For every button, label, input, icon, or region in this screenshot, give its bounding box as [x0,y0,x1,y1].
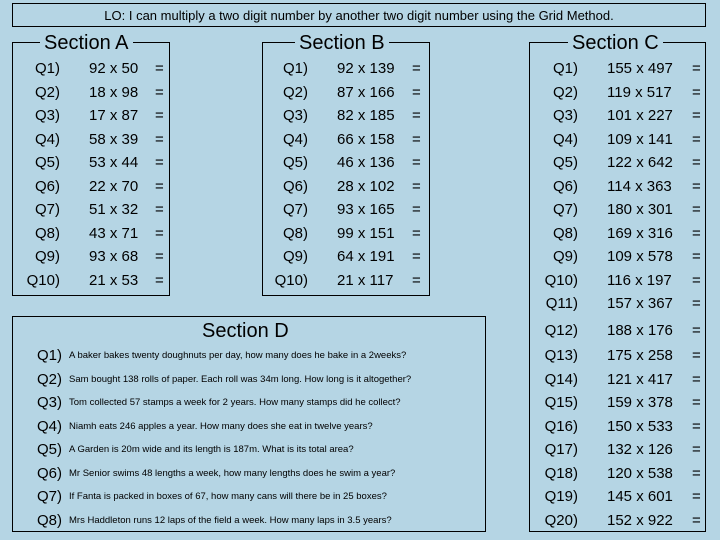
problem: 43 x 71 [89,224,139,242]
equals-sign: = [692,464,701,482]
question-number: Q7) [282,201,308,218]
word-problem: Mrs Haddleton runs 12 laps of the field a week. How many laps in 3.5 years? [69,514,392,526]
equals-sign: = [155,154,164,171]
problem: 51 x 32 [89,201,139,218]
equals-sign: = [692,107,701,124]
section-c-title: Section C [568,30,663,56]
question-number: Q3) [34,107,60,124]
question-number: Q6) [282,177,308,195]
learning-objective: LO: I can multiply a two digit number by another two digit number using the Grid Method. [12,3,706,27]
question-number: Q18) [544,464,578,482]
question-number: Q7) [552,201,578,218]
question-number: Q15) [544,394,578,411]
equals-sign: = [412,83,421,101]
question-number: Q8) [552,224,578,242]
question-number: Q4) [282,130,308,148]
question-number: Q10) [26,271,60,289]
word-problem: A baker bakes twenty doughnuts per day, how many does he bake in a 2weeks? [69,350,407,361]
question-number: Q5) [282,154,308,171]
question-number: Q11) [545,295,578,312]
problem: 155 x 497 [607,60,673,77]
word-problem: Sam bought 138 rolls of paper. Each roll was 34m long. How long is it altogether? [69,373,412,385]
question-number: Q4) [552,130,578,148]
equals-sign: = [155,177,164,195]
question-number: Q20) [544,511,578,529]
problem: 17 x 87 [89,107,139,124]
problem: 157 x 367 [607,295,673,312]
problem: 53 x 44 [89,154,139,171]
problem: 21 x 53 [89,271,139,289]
equals-sign: = [692,370,701,388]
problem: 150 x 533 [607,417,673,435]
equals-sign: = [155,248,164,265]
question-number: Q9) [552,248,578,265]
problem: 121 x 417 [607,370,673,388]
question-number: Q8) [34,224,60,242]
question-number: Q3) [36,394,62,411]
equals-sign: = [692,224,701,242]
question-number: Q2) [552,83,578,101]
question-number: Q2) [36,370,62,388]
equals-sign: = [692,394,701,411]
equals-sign: = [692,295,701,312]
question-number: Q8) [36,511,62,529]
problem: 21 x 117 [337,271,394,289]
problem: 22 x 70 [89,177,139,195]
problem: 188 x 176 [607,322,673,339]
question-number: Q10) [274,271,308,289]
equals-sign: = [692,130,701,148]
equals-sign: = [155,224,164,242]
question-number: Q19) [544,488,578,505]
question-number: Q1) [282,60,308,77]
equals-sign: = [155,271,164,289]
problem: 120 x 538 [607,464,673,482]
question-number: Q4) [34,130,60,148]
problem: 159 x 378 [607,394,673,411]
problem: 92 x 50 [89,60,139,77]
word-problem: Mr Senior swims 48 lengths a week, how many lengths does he swim a year? [69,467,396,479]
equals-sign: = [692,154,701,171]
question-number: Q3) [552,107,578,124]
question-number: Q2) [34,83,60,101]
problem: 109 x 141 [607,130,673,148]
equals-sign: = [692,347,701,364]
problem: 46 x 136 [337,154,395,171]
problem: 114 x 363 [607,177,672,195]
problem: 119 x 517 [607,83,672,101]
equals-sign: = [692,201,701,218]
problem: 66 x 158 [337,130,395,148]
problem: 175 x 258 [607,347,673,364]
problem: 109 x 578 [607,248,673,265]
equals-sign: = [155,60,164,77]
word-problem: Tom collected 57 stamps a week for 2 years. How many stamps did he collect? [69,397,401,408]
equals-sign: = [692,322,701,339]
word-problem: Niamh eats 246 apples a year. How many does she eat in twelve years? [69,420,373,432]
equals-sign: = [412,201,421,218]
problem: 18 x 98 [89,83,139,101]
problem: 93 x 68 [89,248,139,265]
equals-sign: = [155,130,164,148]
problem: 132 x 126 [607,441,673,458]
equals-sign: = [412,107,421,124]
section-a-title: Section A [40,30,133,56]
equals-sign: = [692,177,701,195]
section-d-title: Section D [198,318,293,344]
equals-sign: = [412,248,421,265]
question-number: Q13) [544,347,578,364]
equals-sign: = [692,441,701,458]
question-number: Q9) [282,248,308,265]
question-number: Q9) [34,248,60,265]
equals-sign: = [692,60,701,77]
equals-sign: = [692,248,701,265]
question-number: Q2) [282,83,308,101]
problem: 152 x 922 [607,511,673,529]
question-number: Q17) [544,441,578,458]
problem: 92 x 139 [337,60,395,77]
question-number: Q16) [544,417,578,435]
problem: 145 x 601 [607,488,673,505]
question-number: Q4) [36,417,62,435]
equals-sign: = [155,201,164,218]
question-number: Q1) [552,60,578,77]
question-number: Q8) [282,224,308,242]
problem: 169 x 316 [607,224,673,242]
equals-sign: = [412,224,421,242]
question-number: Q6) [552,177,578,195]
question-number: Q14) [544,370,578,388]
problem: 99 x 151 [337,224,395,242]
problem: 101 x 227 [607,107,673,124]
equals-sign: = [692,511,701,529]
equals-sign: = [412,130,421,148]
problem: 180 x 301 [607,201,673,218]
equals-sign: = [412,60,421,77]
problem: 58 x 39 [89,130,139,148]
problem: 28 x 102 [337,177,395,195]
problem: 122 x 642 [607,154,673,171]
word-problem: If Fanta is packed in boxes of 67, how many cans will there be in 25 boxes? [69,491,387,502]
word-problem: A Garden is 20m wide and its length is 187m. What is its total area? [69,444,354,455]
problem: 116 x 197 [607,271,672,289]
question-number: Q1) [34,60,60,77]
equals-sign: = [412,271,421,289]
question-number: Q5) [36,441,62,458]
question-number: Q10) [544,271,578,289]
question-number: Q5) [34,154,60,171]
problem: 87 x 166 [337,83,395,101]
equals-sign: = [155,83,164,101]
question-number: Q5) [552,154,578,171]
question-number: Q12) [544,322,578,339]
problem: 93 x 165 [337,201,395,218]
equals-sign: = [692,271,701,289]
section-b-title: Section B [295,30,389,56]
equals-sign: = [155,107,164,124]
equals-sign: = [412,177,421,195]
equals-sign: = [412,154,421,171]
problem: 82 x 185 [337,107,395,124]
question-number: Q6) [36,464,62,482]
question-number: Q3) [282,107,308,124]
question-number: Q7) [36,488,62,505]
equals-sign: = [692,417,701,435]
question-number: Q1) [36,347,62,364]
question-number: Q6) [34,177,60,195]
equals-sign: = [692,488,701,505]
equals-sign: = [692,83,701,101]
question-number: Q7) [34,201,60,218]
problem: 64 x 191 [337,248,395,265]
